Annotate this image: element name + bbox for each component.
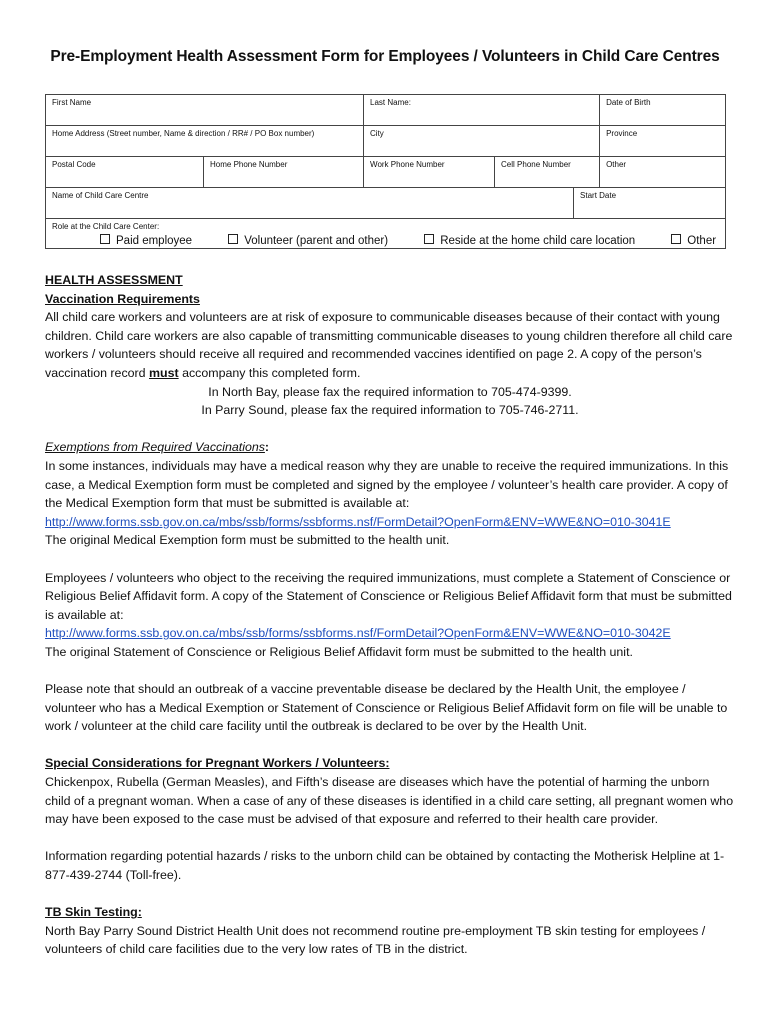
province-label: Province <box>606 129 638 138</box>
date-of-birth-label: Date of Birth <box>606 98 651 107</box>
postal-code-label: Postal Code <box>52 160 96 169</box>
postal-code-field[interactable] <box>46 157 204 188</box>
body-text <box>45 271 735 959</box>
vaccination-paragraph <box>45 308 735 382</box>
medical-exemption-link[interactable]: http://www.forms.ssb.gov.on.ca/mbs/ssb/forms/ssbforms.nsf/FormDetail?OpenForm&ENV=WWE&NO=010-3041E <box>45 514 671 529</box>
tb-text: North Bay Parry Sound District Health Unit does not recommend routine pre-employment TB skin testing for employees / volunteers of child care facilities due to the very low rates of TB in the district. <box>45 923 706 957</box>
role-field <box>46 219 726 249</box>
pregnant-heading: Special Considerations for Pregnant Workers / Volunteers: <box>45 756 390 771</box>
exemptions-heading: Exemptions from Required Vaccinations <box>45 440 265 455</box>
health-assessment-heading: HEALTH ASSESSMENT <box>45 273 183 287</box>
helpline-text: Information regarding potential hazards / risks to the unborn child can be obtained by contacting the Motherisk Helpline at 1-877-439-2744 (Toll-free). <box>45 849 725 882</box>
fax-north-bay: In North Bay, please fax the required information to 705-474-9399. <box>208 384 572 399</box>
role-options <box>52 234 720 248</box>
must-emphasis: must <box>149 365 179 380</box>
role-volunteer-label: Volunteer (parent and other) <box>244 235 389 247</box>
home-address-field[interactable] <box>46 126 364 157</box>
role-volunteer[interactable] <box>228 234 388 248</box>
vaccination-text-end: accompany this completed form. <box>182 365 361 380</box>
outbreak-text: Please note that should an outbreak of a vaccine preventable disease be declared by the Health Unit, the employee / volunteer who has a Medical Exemption or Statement of Conscience or Religious Belief Affidavit form on file will be unable to work / volunteer at the child care facility until the outbreak is declared to be over by the Health Unit. <box>45 682 728 734</box>
pregnant-text: Chickenpox, Rubella (German Measles), and Fifth’s disease are diseases which have the potential of harming the unborn child of a pregnant woman. When a case of any of these diseases is identified in a child care setting, all pregnant women who may have been exposed to the case must be advised of that exposure and referred to their health care provider. <box>45 775 734 827</box>
cell-phone-field[interactable] <box>495 157 600 188</box>
exemptions-heading-line <box>45 438 735 457</box>
cell-phone-label: Cell Phone Number <box>501 160 571 169</box>
last-name-label: Last Name: <box>370 98 411 107</box>
tb-heading: TB Skin Testing: <box>45 905 142 920</box>
conscience-affidavit-link[interactable]: http://www.forms.ssb.gov.on.ca/mbs/ssb/forms/ssbforms.nsf/FormDetail?OpenForm&ENV=WWE&NO=010-3042E <box>45 626 671 641</box>
checkbox-icon[interactable] <box>228 234 238 244</box>
home-phone-label: Home Phone Number <box>210 160 288 169</box>
first-name-field[interactable] <box>46 95 364 126</box>
centre-name-field[interactable] <box>46 188 574 219</box>
role-other-label: Other <box>687 235 717 247</box>
work-phone-label: Work Phone Number <box>370 160 445 169</box>
role-other[interactable] <box>671 234 716 248</box>
city-label: City <box>370 129 384 138</box>
province-field[interactable] <box>600 126 726 157</box>
vaccination-heading: Vaccination Requirements <box>45 291 200 306</box>
home-phone-field[interactable] <box>204 157 364 188</box>
centre-name-label: Name of Child Care Centre <box>52 191 149 200</box>
work-phone-field[interactable] <box>364 157 495 188</box>
applicant-info-form <box>45 94 726 249</box>
checkbox-icon[interactable] <box>424 234 434 244</box>
city-field[interactable] <box>364 126 600 157</box>
vaccination-text: All child care workers and volunteers are at risk of exposure to communicable diseases because of their contact with young children. Child care workers are also capable of transmitting communicable diseases to young children therefore all child care workers / volunteers should receive all required and recommended vaccines identified on page 2. A copy of the person’s vaccination record <box>45 310 733 380</box>
home-address-label: Home Address (Street number, Name & direction / RR# / PO Box number) <box>52 129 315 138</box>
role-reside-home[interactable] <box>424 234 635 248</box>
other-phone-field[interactable] <box>600 157 726 188</box>
other-phone-label: Other <box>606 160 627 169</box>
last-name-field[interactable] <box>364 95 600 126</box>
date-of-birth-field[interactable] <box>600 95 726 126</box>
first-name-label: First Name <box>52 98 92 107</box>
start-date-label: Start Date <box>580 191 617 200</box>
role-paid-employee[interactable] <box>100 234 192 248</box>
role-reside-home-label: Reside at the home child care location <box>440 235 636 247</box>
conscience-note: The original Statement of Conscience or Religious Belief Affidavit form must be submitted to the health unit. <box>45 644 633 659</box>
page-title: Pre-Employment Health Assessment Form for Employees / Volunteers in Child Care Centres <box>50 48 720 65</box>
exemptions-colon: : <box>264 440 270 455</box>
exemptions-text: In some instances, individuals may have a medical reason why they are unable to receive the required immunizations. In this case, a Medical Exemption form must be completed and signed by the employee / volunteer’s health care provider. A copy of the Medical Exemption form that must be submitted is available at: <box>45 458 729 511</box>
medical-exemption-note: The original Medical Exemption form must be submitted to the health unit. <box>45 533 450 548</box>
conscience-text: Employees / volunteers who object to the receiving the required immunizations, must complete a Statement of Conscience or Religious Belief Affidavit form. A copy of the Statement of Conscience or Religious Belief Affidavit form that must be submitted is available at: <box>45 570 732 622</box>
checkbox-icon[interactable] <box>100 234 110 244</box>
role-paid-employee-label: Paid employee <box>116 235 193 247</box>
role-label: Role at the Child Care Center: <box>52 222 160 231</box>
start-date-field[interactable] <box>574 188 726 219</box>
checkbox-icon[interactable] <box>671 234 681 244</box>
fax-parry-sound: In Parry Sound, please fax the required information to 705-746-2711. <box>201 403 579 418</box>
